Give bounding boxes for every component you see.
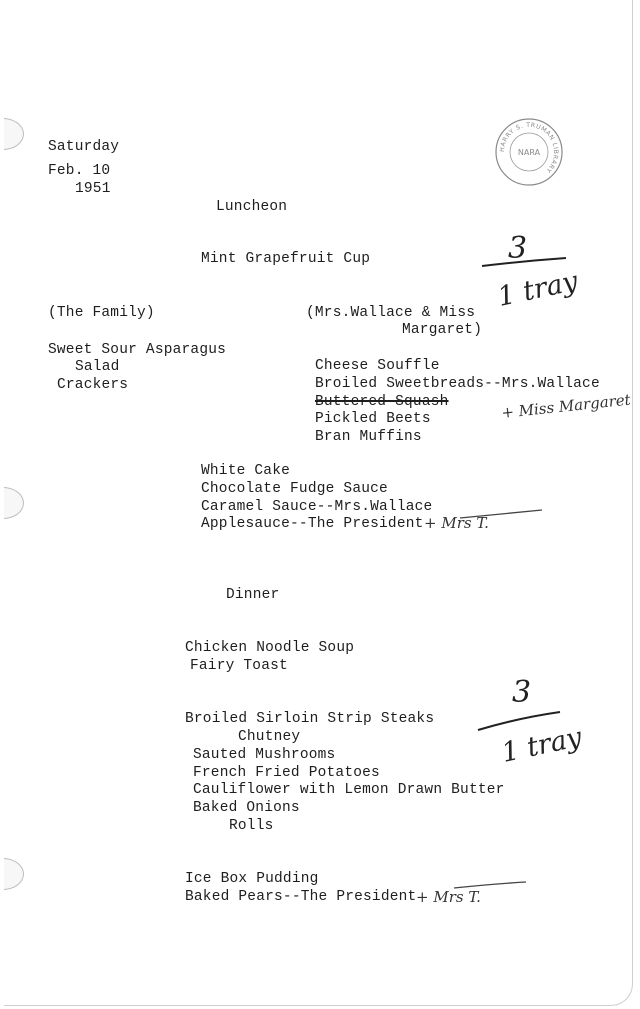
dinner-soup: Fairy Toast bbox=[190, 658, 288, 674]
menu-page bbox=[4, 0, 633, 1006]
dinner-tray-note bbox=[474, 670, 624, 785]
archive-stamp bbox=[493, 116, 565, 188]
guests-heading: (Mrs.Wallace & Miss bbox=[306, 305, 476, 321]
luncheon-dessert: Applesauce--The President bbox=[201, 516, 424, 532]
dinner-main: French Fried Potatoes bbox=[193, 765, 380, 781]
luncheon-dessert: White Cake bbox=[201, 463, 291, 479]
guest-item-struck: Buttered Squash bbox=[315, 394, 449, 410]
luncheon-dessert: Chocolate Fudge Sauce bbox=[201, 481, 388, 497]
stamp-ring-text: HARRY S. TRUMAN LIBRARY bbox=[498, 121, 560, 175]
guest-item: Broiled Sweetbreads--Mrs.Wallace bbox=[315, 376, 600, 392]
pears-note-text: + Mrs T. bbox=[416, 888, 481, 906]
dinner-count: 3 bbox=[512, 675, 532, 710]
year-label: 1951 bbox=[75, 181, 111, 197]
family-heading: (The Family) bbox=[48, 305, 155, 321]
luncheon-tray-note bbox=[474, 228, 624, 338]
stamp-center-text: NARA bbox=[517, 148, 541, 157]
guests-heading-cont: Margaret) bbox=[402, 322, 483, 338]
binder-hole bbox=[4, 858, 24, 890]
family-item: Sweet Sour Asparagus bbox=[48, 342, 227, 358]
family-item: Crackers bbox=[57, 377, 129, 393]
applesauce-note-text: + Mrs T. bbox=[424, 514, 489, 532]
pears-note bbox=[414, 878, 534, 910]
dinner-dessert: Ice Box Pudding bbox=[185, 871, 319, 887]
guest-item: Cheese Souffle bbox=[315, 358, 440, 374]
binder-hole bbox=[4, 118, 24, 150]
margaret-note bbox=[500, 384, 632, 448]
luncheon-dessert: Caramel Sauce--Mrs.Wallace bbox=[201, 499, 433, 515]
day-label: Saturday bbox=[48, 139, 120, 155]
dinner-main: Chutney bbox=[238, 729, 301, 745]
dinner-main: Sauted Mushrooms bbox=[193, 747, 336, 763]
date-label: Feb. 10 bbox=[48, 163, 111, 179]
applesauce-note bbox=[422, 506, 547, 538]
family-item: Salad bbox=[75, 359, 120, 375]
dinner-main: Cauliflower with Lemon Drawn Butter bbox=[193, 782, 505, 798]
guest-item: Pickled Beets bbox=[315, 411, 431, 427]
luncheon-count: 3 bbox=[508, 231, 528, 266]
dinner-heading: Dinner bbox=[226, 587, 280, 603]
binder-hole bbox=[4, 487, 24, 519]
dinner-tray: 1 tray bbox=[499, 721, 585, 769]
dinner-main: Rolls bbox=[229, 818, 274, 834]
luncheon-tray: 1 tray bbox=[495, 265, 581, 313]
margaret-note-text: + Miss Margaret bbox=[500, 390, 632, 422]
dinner-dessert: Baked Pears--The President bbox=[185, 889, 417, 905]
first-course: Mint Grapefruit Cup bbox=[201, 251, 371, 267]
guest-item: Bran Muffins bbox=[315, 429, 422, 445]
luncheon-heading: Luncheon bbox=[216, 199, 288, 215]
dinner-main: Broiled Sirloin Strip Steaks bbox=[185, 711, 435, 727]
dinner-main: Baked Onions bbox=[193, 800, 300, 816]
dinner-soup: Chicken Noodle Soup bbox=[185, 640, 355, 656]
